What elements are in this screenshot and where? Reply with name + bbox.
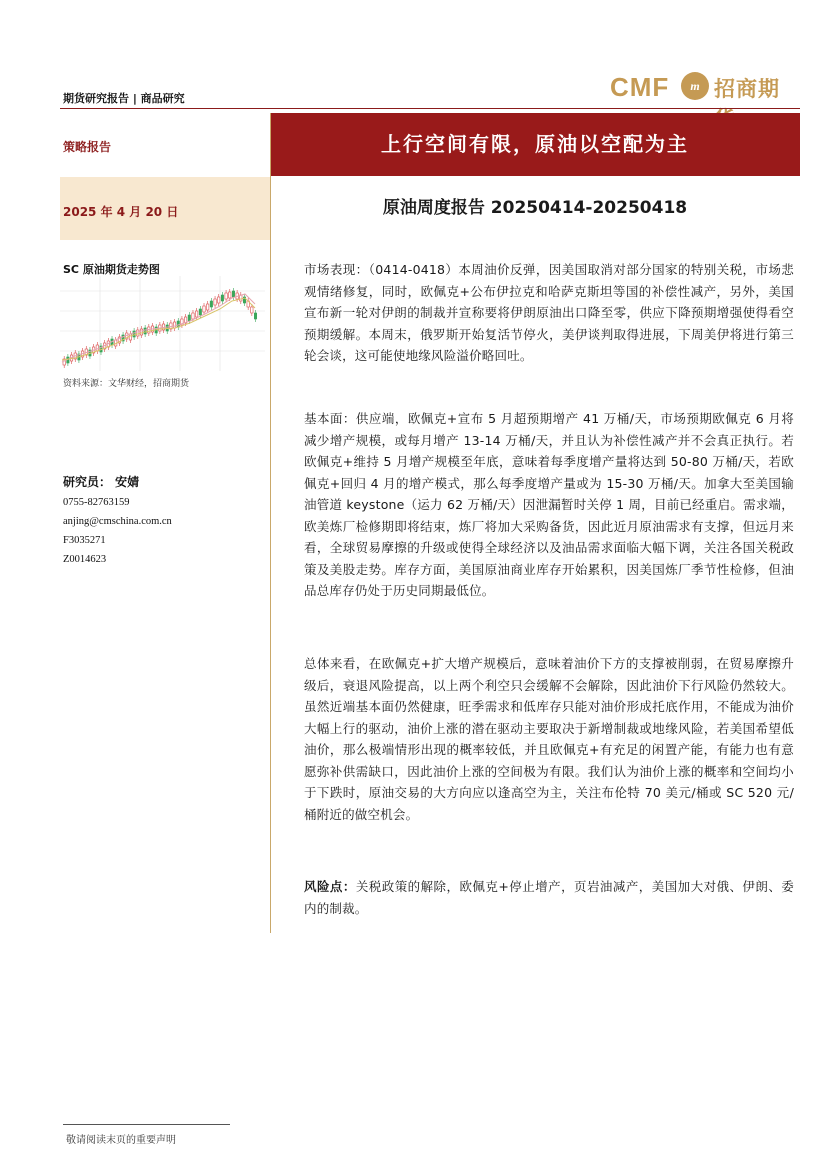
candle-body <box>203 306 205 312</box>
candle-body <box>173 322 175 328</box>
candle-body <box>218 297 220 303</box>
logo-mark-icon: m <box>681 72 709 100</box>
candle-body <box>214 299 216 305</box>
company-logo <box>610 70 800 104</box>
breadcrumb: 期货研究报告 | 商品研究 <box>63 92 185 105</box>
report-subtitle: 原油周度报告 20250414-20250418 <box>382 198 688 218</box>
candle-body <box>225 293 227 299</box>
fundamentals-paragraph: 基本面：供应端，欧佩克+宣布 5 月超预期增产 41 万桶/天，市场预期欧佩克 6 月将减少增产规模，或每月增产 13-14 万桶/天，并且认为补偿性减产并不会真正执行。若欧佩克+维持 5 月增产规模至年底，意味着每季度增产量将达到 50-80 万桶/天，若欧佩克+回归 4 月的增产模式，那么每季度增产量或为 15-30 万桶/天。加拿大至美国输油管道 keystone（运力 62 万桶/天）因泄漏暂时关停 1 周，目前已经重启。需求端，欧美炼厂检修期即将结束，炼厂将加大采购备货，因此近月原油需求有支撑，但远月来看，全球贸易摩擦的升级或使得全球经济以及油品需求面临大幅下调，关注各国关税政策及美股走势。库存方面，美国原油商业库存开始累积，因美国炼厂季节性检修，但油品总库存仍处于历史同期最低位。 <box>304 411 794 598</box>
candle-body <box>129 334 131 340</box>
researcher-license-f: F3035271 <box>63 535 106 546</box>
candle-body <box>251 307 253 313</box>
candle-body <box>144 328 146 334</box>
candle-body <box>254 313 256 319</box>
risk-label: 风险点： <box>304 879 356 894</box>
candle-body <box>210 301 212 307</box>
candle-body <box>177 321 179 327</box>
chart-gridlines <box>60 276 265 371</box>
candle-body <box>206 304 208 310</box>
researcher-email: anjing@cmschina.com.cn <box>63 516 172 527</box>
logo-chinese: 招商期 <box>714 77 780 101</box>
footer-rule <box>63 1124 230 1125</box>
candle-body <box>195 311 197 317</box>
chart-source: 资料来源：文华财经，招商期货 <box>63 379 190 389</box>
market-performance-paragraph: 市场表现：（0414-0418）本周油价反弹，因美国取消对部分国家的特别关税，市场悲观情绪修复，同时，欧佩克+公布伊拉克和哈萨克斯坦等国的补偿性减产，另外，美国宣布新一轮对伊朗的制裁并宣称要将伊朗原油出口降至零，供应下降预期增强使得看空预期缓解。本周末，俄罗斯开始复活节停火，美伊谈判取得进展，下周美伊将进行第三轮会谈，这可能使地缘风险溢价略回吐。 <box>304 262 794 363</box>
candle-body <box>229 292 231 298</box>
report-title: 上行空间有限，原油以空配为主 <box>381 132 689 156</box>
column-divider <box>270 240 271 933</box>
researcher-name: 研究员： 安婧 <box>63 475 140 489</box>
footer-disclaimer: 敬请阅读末页的重要声明 <box>66 1135 176 1146</box>
risk-text: 关税政策的解除，欧佩克+停止增产，页岩油减产，美国加大对俄、伊朗、委内的制裁。 <box>304 879 794 916</box>
candle-body <box>140 329 142 335</box>
candle-body <box>232 291 234 297</box>
header-rule <box>60 108 800 109</box>
researcher-license-z: Z0014623 <box>63 554 107 565</box>
researcher-phone: 0755-82763159 <box>63 497 130 508</box>
candle-body <box>133 331 135 337</box>
sidebar-chart-title: SC 原油期货走势图 <box>63 263 160 276</box>
column-divider-top <box>270 113 271 240</box>
report-date: 2025 年 4 月 20 日 <box>63 205 179 219</box>
risk-paragraph <box>304 876 794 919</box>
candle-body <box>192 313 194 319</box>
sc-price-chart-thumbnail <box>60 276 265 371</box>
candle-body <box>137 330 139 336</box>
candle-body <box>188 315 190 321</box>
report-type-label: 策略报告 <box>63 140 112 154</box>
logo-latin: CMF <box>610 72 670 102</box>
candle-body <box>199 309 201 315</box>
summary-paragraph: 总体来看，在欧佩克+扩大增产规模后，意味着油价下方的支撑被削弱，在贸易摩擦升级后，衰退风险提高，以上两个利空只会缓解不会解除，因此油价下行风险仍然较大。虽然近端基本面仍然健康，旺季需求和低库存只能对油价形成托底作用，不能成为油价大幅上行的驱动，油价上涨的潜在驱动主要取决于新增制裁或地缘风险，若美国希望低油价，那么极端情形出现的概率较低，并且欧佩克+有充足的闲置产能，有能力也有意愿弥补供需缺口，因此油价上涨的空间极为有限。我们认为油价上涨的概率和空间均小于下跌时，原油交易的大方向应以逢高空为主，关注布伦特 70 美元/桶或 SC 520 元/桶附近的做空机会。 <box>304 656 794 822</box>
candle-body <box>221 295 223 301</box>
